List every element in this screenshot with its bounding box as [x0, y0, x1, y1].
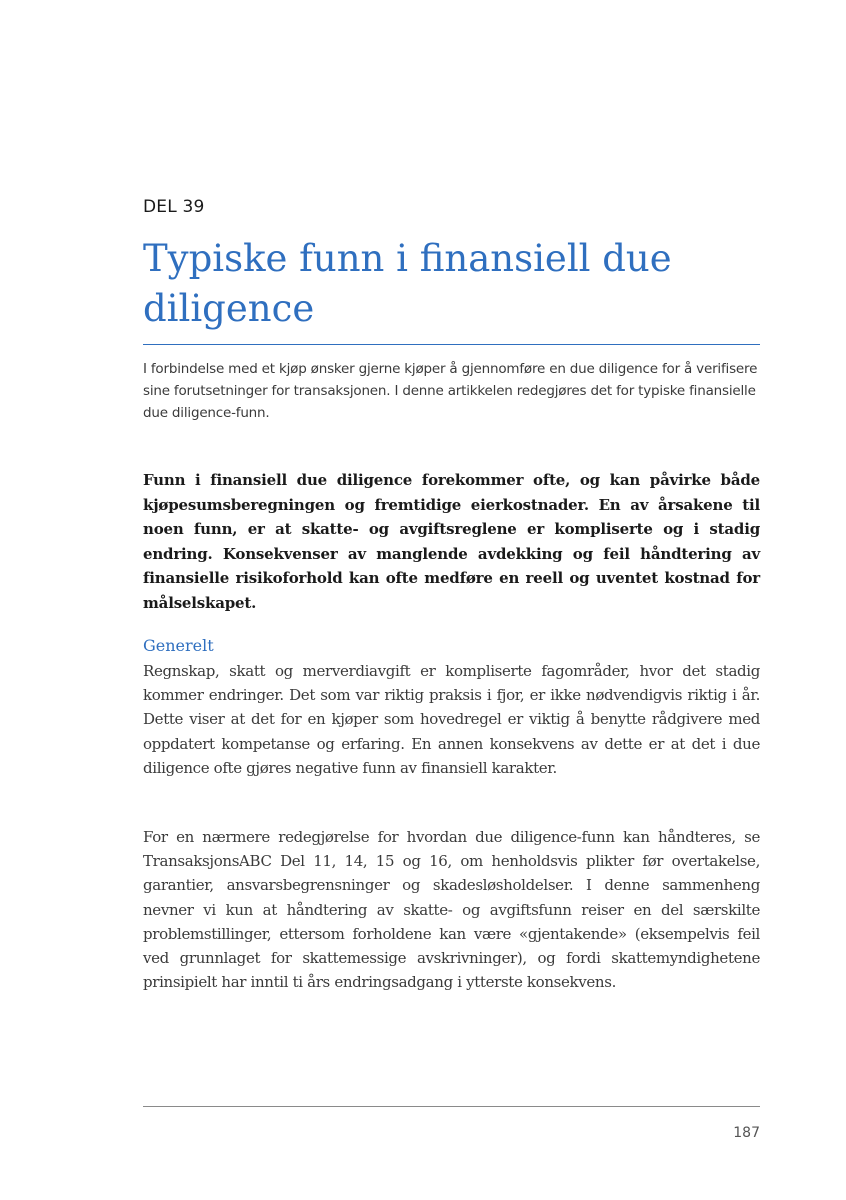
footer-divider: [143, 1106, 760, 1107]
intro-paragraph: Funn i finansiell due diligence forekommer ofte, og kan påvirke både kjøpesumsberegningen og fremtidige eierkostnader. En av årsakene til noen funn, er at skatte- og avgiftsreglene er kompliserte og i stadig endring. Konsekvenser av manglende avdekking og feil håndtering av finansielle risikoforhold kan ofte medføre en reell og uventet kostnad for målselskapet.: [143, 471, 760, 612]
lead-paragraph: I forbindelse med et kjøp ønsker gjerne kjøper å gjennomføre en due diligence for å verifisere sine forutsetninger for transaksjonen. I denne artikkelen redegjøres det for typiske finansielle due diligence-funn.: [143, 361, 758, 421]
body-paragraph: Regnskap, skatt og merverdiavgift er kompliserte fagområder, hvor det stadig kommer endringer. Det som var riktig praksis i fjor, er ikke nødvendigvis riktig i år. Dette viser at det for en kjøper som hovedregel er viktig å benytte rådgivere med oppdatert kompetanse og erfaring. En annen konsekvens av dette er at det i due diligence ofte gjøres negative funn av finansiell karakter.: [143, 662, 760, 777]
document-page: [143, 0, 760, 1200]
section-heading: Generelt: [143, 636, 214, 655]
part-label: DEL 39: [143, 197, 205, 217]
title-divider: [143, 344, 760, 345]
article-title: Typiske funn i finansiell due diligence: [143, 237, 672, 330]
body-paragraph: For en nærmere redegjørelse for hvordan due diligence-funn kan håndteres, se TransaksjonsABC Del 11, 14, 15 og 16, om henholdsvis plikter før overtakelse, garantier, ansvarsbegrensninger og skadesløsholdelser. I denne sammenheng nevner vi kun at håndtering av skatte- og avgiftsfunn reiser en del særskilte problemstillinger, ettersom forholdene kan være «gjentakende» (eksempelvis feil ved grunnlaget for skattemessige avskrivninger), og fordi skattemyndighetene prinsipielt har inntil ti års endringsadgang i ytterste konsekvens.: [143, 828, 760, 992]
page-number: 187: [733, 1125, 760, 1141]
